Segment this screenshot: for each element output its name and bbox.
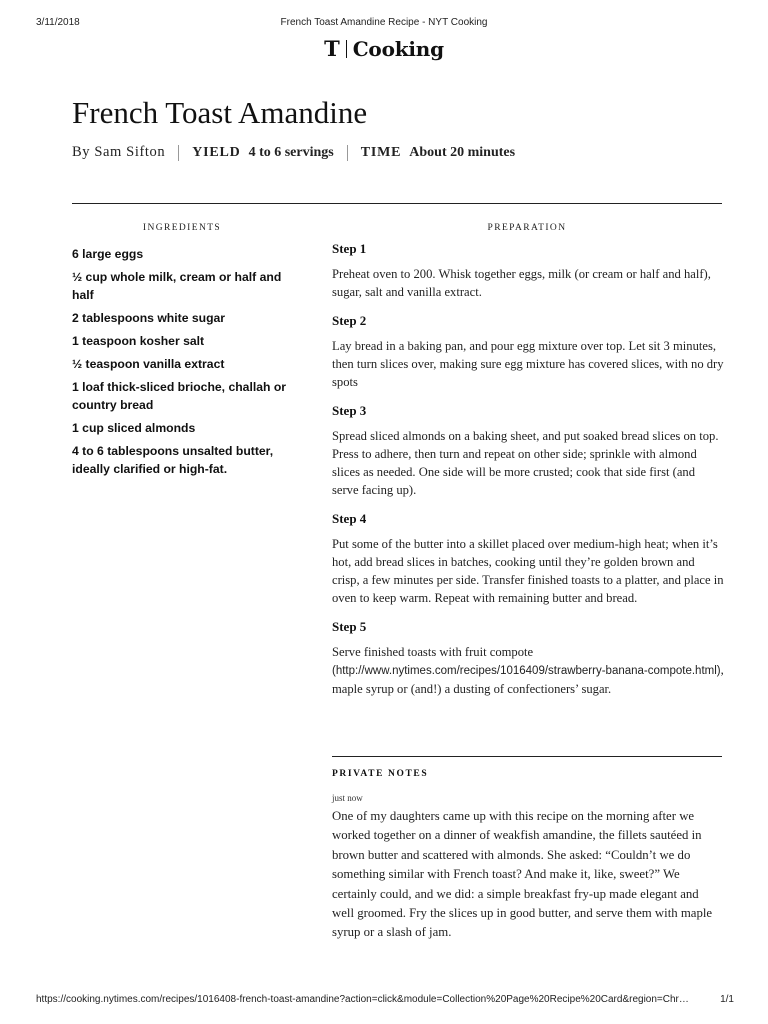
step-title: Step 3 — [332, 403, 367, 418]
step-text-end: , maple syrup or (and!) a dusting of confectioners’ sugar. — [332, 663, 724, 696]
yield-value: 4 to 6 servings — [248, 144, 334, 160]
private-notes-heading: PRIVATE NOTES — [332, 769, 429, 779]
time-label: TIME — [360, 144, 402, 160]
ingredient-item: 4 to 6 tablespoons unsalted butter, ideally clarified or high-fat. — [72, 444, 274, 476]
note-timestamp: just now — [332, 793, 363, 803]
step-title: Step 5 — [332, 619, 367, 634]
step-text-start: Serve finished toasts with fruit compote — [332, 645, 534, 659]
ingredient-item: 1 loaf thick-sliced brioche, challah or country bread — [72, 380, 287, 412]
yield-label: YIELD — [192, 144, 241, 160]
header-divider — [72, 203, 722, 204]
print-date: 3/11/2018 — [36, 17, 80, 28]
step-5 — [332, 619, 724, 698]
print-url: https://cooking.nytimes.com/recipes/1016408-french-toast-amandine?action=click&module=Collection%20Page%20Recipe%20Card&region=Chr… — [36, 994, 689, 1005]
ingredient-item: 1 teaspoon kosher salt — [72, 334, 205, 348]
page-number: 1/1 — [720, 994, 734, 1005]
ingredients-heading: INGREDIENTS — [142, 223, 222, 233]
step-title: Step 4 — [332, 511, 367, 526]
recipe-meta — [72, 144, 515, 161]
notes-divider — [332, 756, 722, 757]
step-4 — [332, 511, 724, 607]
step-text — [332, 643, 724, 698]
step-text: Put some of the butter into a skillet placed over medium-high heat; when it’s hot, add bread slices in batches, cooking until they’re golden brown and crisp, a few minutes per side. Transfer finished toasts to a platter, and place in oven to keep warm. Repeat with remaining butter and bread. — [332, 537, 724, 605]
step-title: Step 1 — [332, 241, 367, 256]
preparation-heading: PREPARATION — [487, 223, 567, 233]
step-2 — [332, 313, 724, 391]
logo-divider — [346, 40, 347, 58]
ingredient-item: 6 large eggs — [72, 247, 144, 261]
step-3 — [332, 403, 724, 499]
recipe-byline[interactable]: By Sam Sifton — [72, 144, 166, 160]
ingredients-list — [72, 245, 294, 483]
meta-divider — [347, 145, 348, 161]
nyt-cooking-logo[interactable] — [0, 36, 768, 61]
recipe-title: French Toast Amandine — [72, 95, 368, 130]
step-text: Preheat oven to 200. Whisk together eggs, milk (or cream or half and half), sugar, salt and vanilla extract. — [332, 267, 711, 299]
ingredient-item: 1 cup sliced almonds — [72, 421, 196, 435]
ingredient-item: ½ teaspoon vanilla extract — [72, 357, 225, 371]
preparation-steps — [332, 241, 724, 710]
step-title: Step 2 — [332, 313, 367, 328]
meta-divider — [178, 145, 179, 161]
step-text: Spread sliced almonds on a baking sheet, and put soaked bread slices on top. Press to adhere, then turn and repeat on other side; sprinkle with almond slices as needed. One side will be more crusted; cook that side first (and serve facing up). — [332, 429, 719, 497]
time-value: About 20 minutes — [409, 144, 516, 160]
compote-recipe-link[interactable]: (http://www.nytimes.com/recipes/1016409/strawberry-banana-compote.html) — [332, 665, 721, 677]
logo-wordmark: Cooking — [352, 36, 444, 61]
ingredient-item: 2 tablespoons white sugar — [72, 311, 226, 325]
print-page-title: French Toast Amandine Recipe - NYT Cooking — [280, 17, 488, 28]
step-1 — [332, 241, 724, 301]
nyt-t-icon: T — [324, 36, 340, 61]
ingredient-item: ½ cup whole milk, cream or half and half — [72, 270, 282, 302]
step-text: Lay bread in a baking pan, and pour egg mixture over top. Let sit 3 minutes, then turn slices over, making sure egg mixture has covered slices, with no dry spots — [332, 339, 724, 389]
private-note-text: One of my daughters came up with this recipe on the morning after we worked together on a dinner of weakfish amandine, the fillets sautéed in brown butter and scattered with almonds. She asked: “Couldn’t we do something similar with French toast? And make it, like, sweet?” We certainly could, and we did: a simple breakfast fry-up made elegant and well groomed. Fry the slices up in good butter, and serve them with maple syrup or a slash of jam. — [332, 809, 713, 940]
